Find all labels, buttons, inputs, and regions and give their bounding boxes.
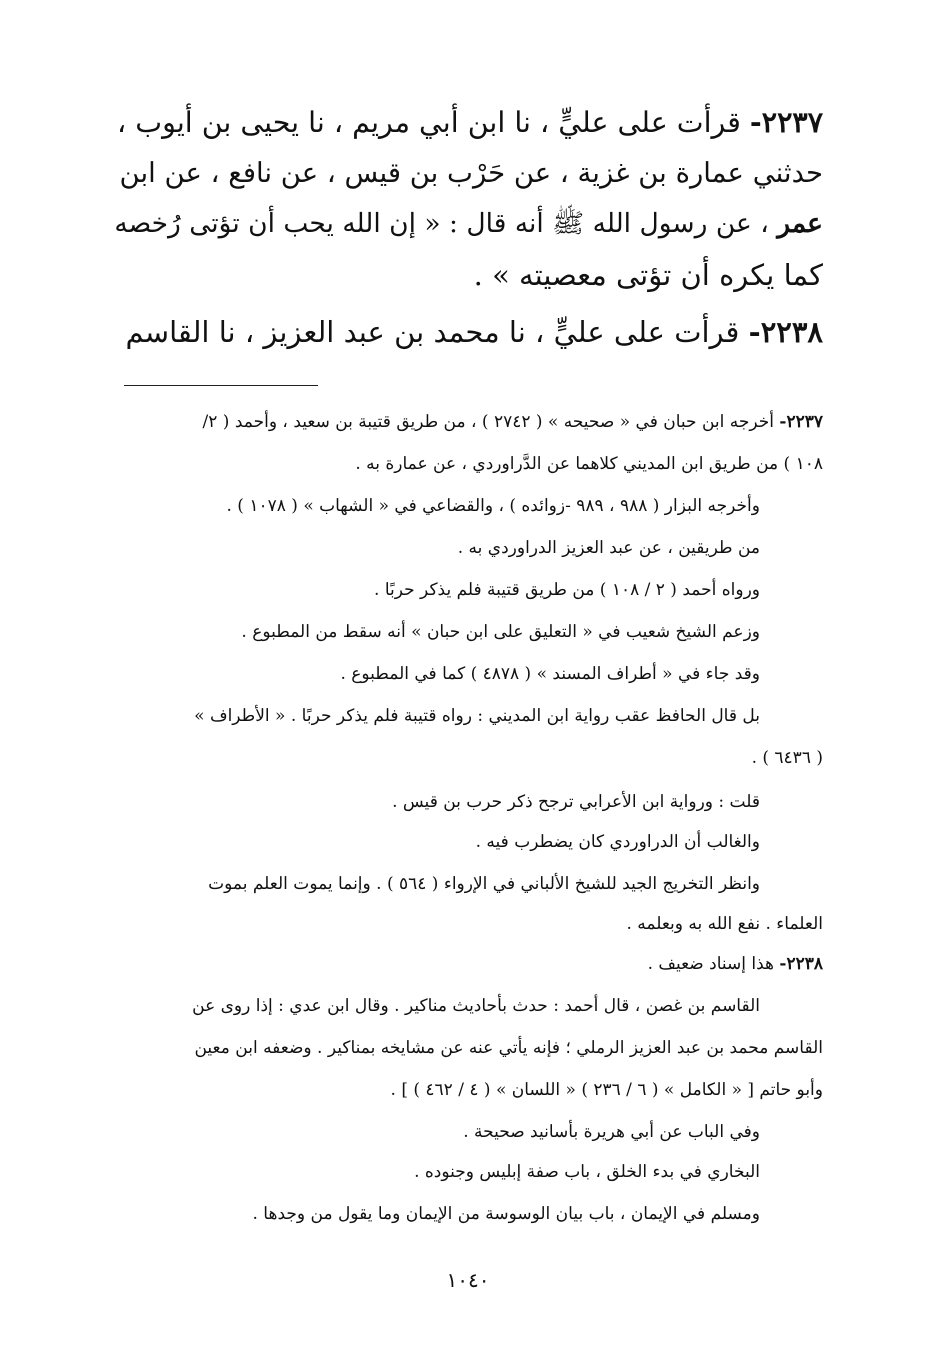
hadith-2237-line-3 [114, 204, 823, 244]
footnote-2237-line: وأخرجه البزار ( ٩٨٨ ، ٩٨٩ -زوائده ) ، والقضاعي في « الشهاب » ( ١٠٧٨ ) . [226, 496, 760, 516]
footnote-2237-line: بل قال الحافظ عقب رواية ابن المديني : رواه قتيبة فلم يذكر حربًا . « الأطراف » [194, 706, 760, 726]
footnote-2237-line: ( ٦٤٣٦ ) . [751, 748, 823, 768]
footnote-2238-line: البخاري في بدء الخلق ، باب صفة إبليس وجنوده . [414, 1162, 760, 1182]
hadith-number: ٢٢٣٨- [748, 315, 823, 349]
hadith-2237-line-1 [117, 102, 823, 143]
footnote-2238-line: وفي الباب عن أبي هريرة بأسانيد صحيحة . [463, 1122, 760, 1142]
footnote-number: ٢٢٣٨- [779, 954, 823, 974]
footnote-2237-line: ١٠٨ ) من طريق ابن المديني كلاهما عن الدَّراوردي ، عن عمارة به . [355, 454, 823, 474]
footnote-2238-line: القاسم بن غصن ، قال أحمد : حدث بأحاديث مناكير . وقال ابن عدي : إذا روى عن [192, 996, 760, 1016]
footnote-text: هذا إسناد ضعيف . [647, 954, 774, 974]
footnote-2237-line: والغالب أن الدراوردي كان يضطرب فيه . [475, 832, 760, 852]
footnote-2237-line: العلماء . نفع الله به وبعلمه . [626, 914, 823, 934]
hadith-text: قرأت على عليٍّ ، نا ابن أبي مريم ، نا يحيى بن أيوب ، [117, 106, 741, 139]
hadith-text: قرأت على عليٍّ ، نا محمد بن عبد العزيز ، نا القاسم [125, 315, 740, 349]
footnote-separator [124, 385, 318, 386]
footnote-2237-line: وقد جاء في « أطراف المسند » ( ٤٨٧٨ ) كما في المطبوع . [340, 664, 760, 684]
hadith-2237-line-4: كما يكره أن تؤتى معصيته » . [473, 258, 823, 292]
hadith-number: ٢٢٣٧- [749, 105, 823, 139]
hadith-text: ، عن رسول الله ﷺ أنه قال : « إن الله يحب أن تؤتى رُخصه [114, 208, 769, 239]
hadith-text-bold: عمر [777, 208, 823, 239]
footnote-2238-line: القاسم محمد بن عبد العزيز الرملي ؛ فإنه يأتي عنه عن مشايخه بمناكير . وضعفه ابن معين [194, 1038, 823, 1058]
footnote-2237-line: من طريقين ، عن عبد العزيز الدراوردي به . [457, 538, 760, 558]
footnote-2237-line [203, 410, 823, 434]
footnote-2237-line: وانظر التخريج الجيد للشيخ الألباني في الإرواء ( ٥٦٤ ) . وإنما يموت العلم بموت [208, 874, 760, 894]
hadith-2237-line-2: حدثني عمارة بن غزية ، عن حَرْب بن قيس ، عن نافع ، عن ابن [119, 157, 823, 189]
hadith-2238-line-1 [125, 312, 823, 352]
footnote-text: أخرجه ابن حبان في « صحيحه » ( ٢٧٤٢ ) ، من طريق قتيبة بن سعيد ، وأحمد ( ٢/ [202, 412, 774, 432]
footnote-2238-line: وأبو حاتم [ « الكامل » ( ٦ / ٢٣٦ ) « اللسان » ( ٤ / ٤٦٢ ) ] . [390, 1080, 823, 1100]
footnote-2237-line: وزعم الشيخ شعيب في « التعليق على ابن حبان » أنه سقط من المطبوع . [241, 622, 760, 642]
footnote-2238-line: ومسلم في الإيمان ، باب بيان الوسوسة من الإيمان وما يقول من وجدها . [252, 1204, 760, 1224]
footnote-2238-line [648, 952, 823, 976]
footnote-2237-line: قلت : ورواية ابن الأعرابي ترجح ذكر حرب بن قيس . [392, 792, 760, 812]
page-number: ١٠٤٠ [446, 1268, 490, 1292]
footnote-number: ٢٢٣٧- [779, 412, 823, 432]
footnote-2237-line: ورواه أحمد ( ٢ / ١٠٨ ) من طريق قتيبة فلم يذكر حربًا . [374, 580, 760, 600]
